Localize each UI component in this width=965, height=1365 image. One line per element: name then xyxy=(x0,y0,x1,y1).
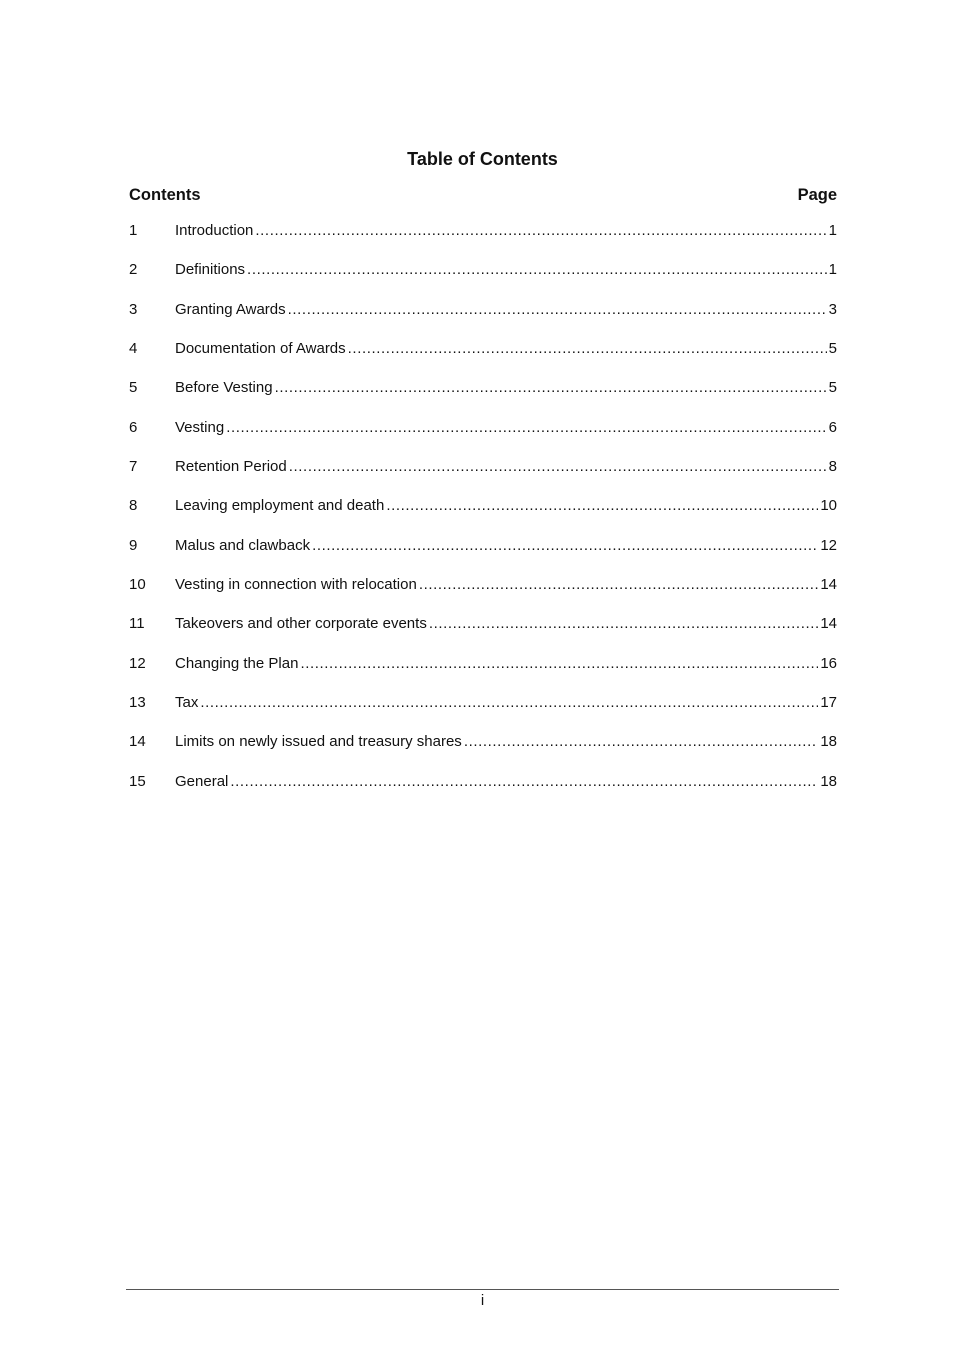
toc-entry-label: Leaving employment and death xyxy=(175,497,385,515)
footer-divider xyxy=(126,1289,839,1290)
toc-entry[interactable] xyxy=(129,496,837,535)
toc-entry[interactable] xyxy=(129,693,837,732)
toc-entry-label: Vesting in connection with relocation xyxy=(175,576,417,594)
toc-entry-label: Malus and clawback xyxy=(175,536,311,554)
toc-entry-number: 11 xyxy=(129,615,145,633)
dot-leader xyxy=(300,654,818,674)
page-title: Table of Contents xyxy=(407,149,558,169)
toc-entry[interactable] xyxy=(129,260,837,299)
toc-entry-page: 5 xyxy=(828,379,837,397)
toc-entry-page: 5 xyxy=(828,340,837,358)
toc-entry-page: 6 xyxy=(828,418,837,436)
toc-entry-number: 14 xyxy=(129,733,146,751)
dot-leader xyxy=(230,772,818,792)
toc-entry-page: 18 xyxy=(820,733,837,751)
toc-entry-label: Changing the Plan xyxy=(175,654,299,672)
toc-entry-label: Vesting xyxy=(175,418,225,436)
dot-leader xyxy=(464,732,819,752)
toc-entry-number: 5 xyxy=(129,379,138,397)
toc-entry-page: 16 xyxy=(820,654,837,672)
toc-entry-label: Granting Awards xyxy=(175,300,286,318)
dot-leader xyxy=(312,536,818,556)
toc-entry[interactable] xyxy=(129,536,837,575)
toc-entry[interactable] xyxy=(129,614,837,653)
toc-entry-number: 12 xyxy=(129,654,146,672)
toc-entry-label: Tax xyxy=(175,694,199,712)
toc-entry-page: 12 xyxy=(820,536,837,554)
toc-entry-label: Takeovers and other corporate events xyxy=(175,615,427,633)
toc-list xyxy=(129,221,837,811)
toc-entry-number: 2 xyxy=(129,261,138,279)
toc-entry[interactable] xyxy=(129,221,837,260)
toc-entry-number: 1 xyxy=(129,222,138,239)
toc-entry-number: 9 xyxy=(129,536,138,554)
toc-entry-page: 18 xyxy=(820,772,837,790)
toc-entry[interactable] xyxy=(129,418,837,457)
dot-leader xyxy=(200,693,818,713)
dot-leader xyxy=(429,614,818,634)
toc-entry-number: 8 xyxy=(129,497,138,515)
dot-leader xyxy=(275,378,827,398)
contents-column-heading: Contents xyxy=(129,186,201,204)
toc-entry-number: 6 xyxy=(129,418,138,436)
toc-entry-number: 13 xyxy=(129,694,146,712)
toc-entry-page: 3 xyxy=(828,300,837,318)
toc-entry-number: 3 xyxy=(129,300,138,318)
toc-entry[interactable] xyxy=(129,575,837,614)
toc-entry-label: Definitions xyxy=(175,261,246,279)
toc-entry-page: 1 xyxy=(828,261,837,279)
toc-entry-number: 7 xyxy=(129,458,138,476)
dot-leader xyxy=(419,575,818,595)
toc-entry-label: Introduction xyxy=(175,222,254,239)
toc-entry-page: 14 xyxy=(820,615,837,633)
toc-entry[interactable] xyxy=(129,300,837,339)
toc-entry[interactable] xyxy=(129,378,837,417)
toc-entry-label: Documentation of Awards xyxy=(175,340,346,358)
toc-entry-number: 15 xyxy=(129,772,146,790)
footer-page-number: i xyxy=(480,1292,485,1309)
toc-entry-number: 4 xyxy=(129,340,138,358)
toc-entry-label: General xyxy=(175,772,229,790)
dot-leader xyxy=(288,300,827,320)
toc-entry[interactable] xyxy=(129,457,837,496)
dot-leader xyxy=(226,418,826,438)
dot-leader xyxy=(247,260,827,280)
toc-entry[interactable] xyxy=(129,732,837,771)
toc-entry-label: Before Vesting xyxy=(175,379,273,397)
toc-entry-page: 10 xyxy=(820,497,837,515)
toc-header xyxy=(129,186,837,205)
toc-entry-label: Limits on newly issued and treasury shares xyxy=(175,733,462,751)
toc-entry[interactable] xyxy=(129,772,837,811)
dot-leader xyxy=(348,339,827,359)
toc-entry-page: 8 xyxy=(828,458,837,476)
dot-leader xyxy=(386,496,818,516)
toc-entry[interactable] xyxy=(129,339,837,378)
dot-leader xyxy=(255,221,826,241)
toc-entry[interactable] xyxy=(129,654,837,693)
toc-entry-label: Retention Period xyxy=(175,458,287,476)
toc-entry-page: 14 xyxy=(820,576,837,594)
toc-entry-page: 17 xyxy=(820,694,837,712)
toc-entry-page: 1 xyxy=(828,222,837,239)
toc-entry-number: 10 xyxy=(129,576,146,594)
dot-leader xyxy=(289,457,827,477)
page-column-heading: Page xyxy=(797,186,837,204)
